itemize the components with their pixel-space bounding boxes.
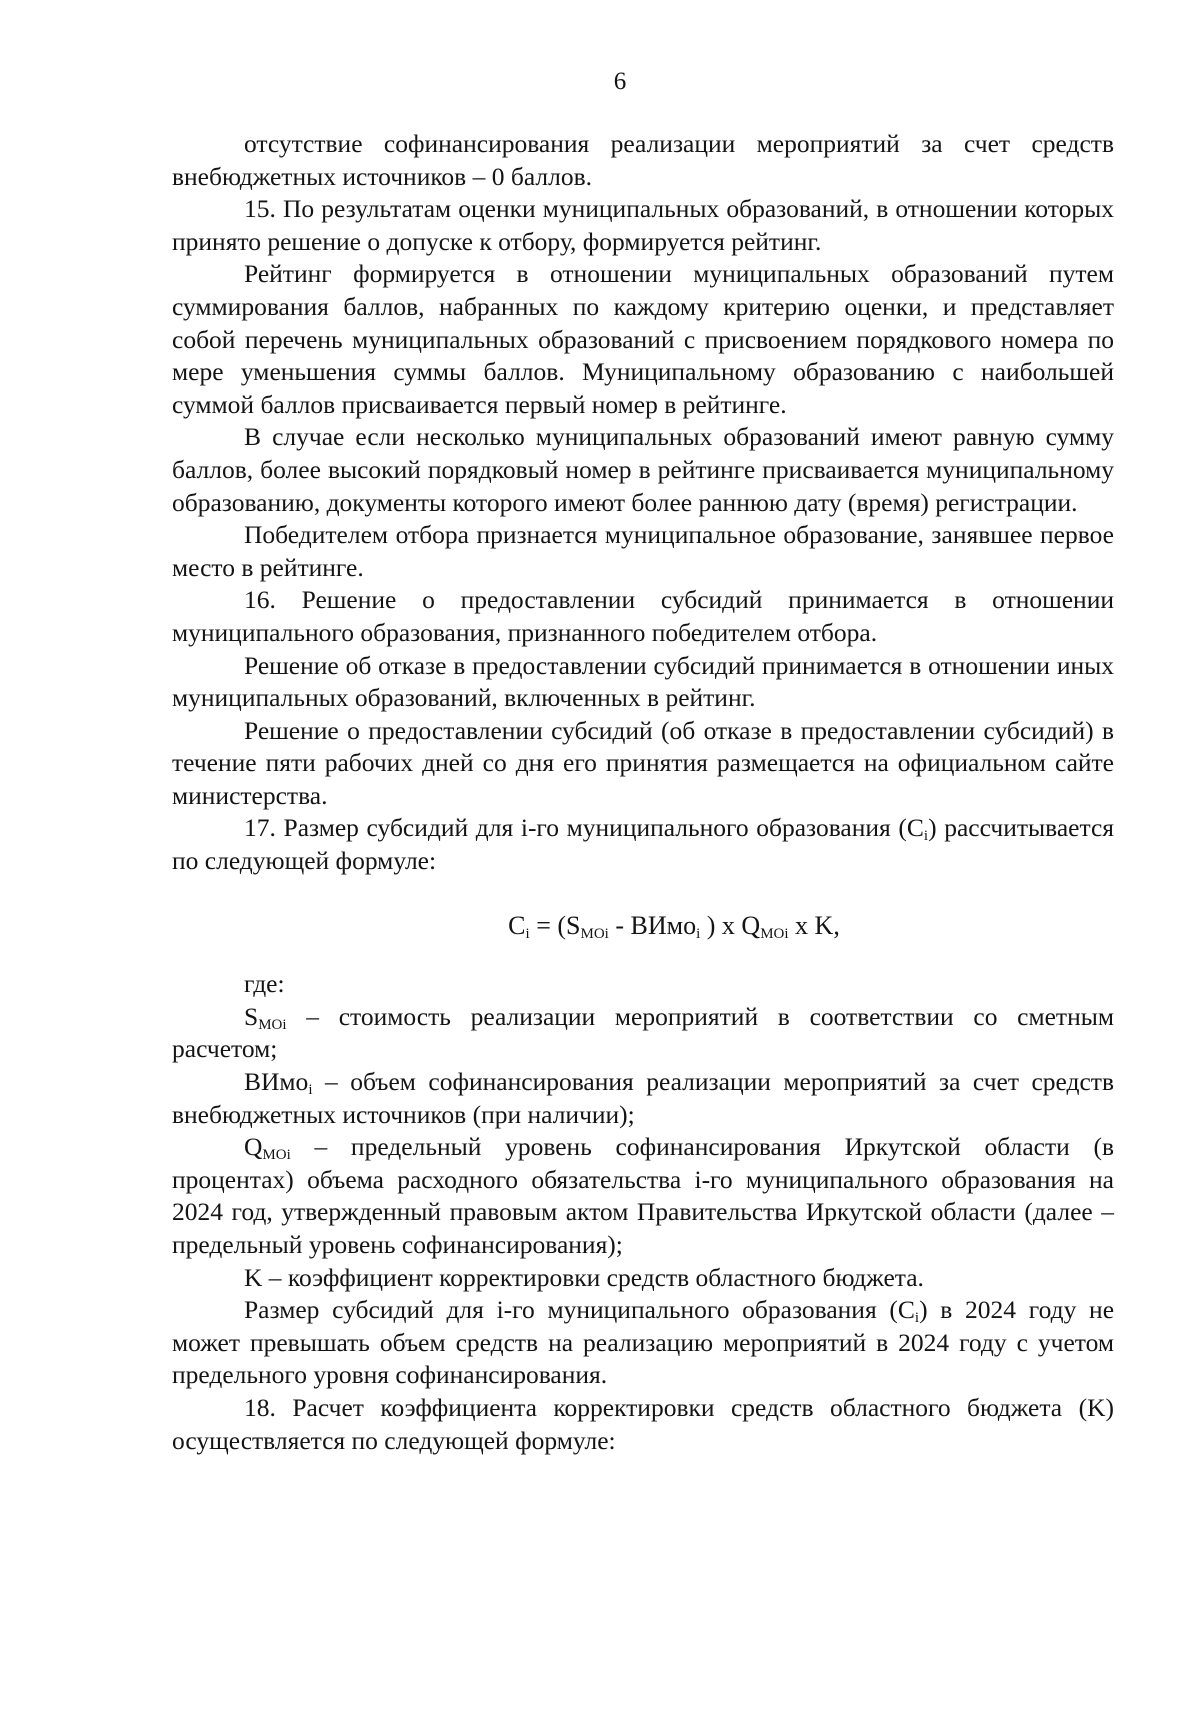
paragraph: Победителем отбора признается муниципальное образование, занявшее первое место в рейтинге. — [172, 520, 1114, 582]
formula-operator: ) x — [700, 910, 742, 940]
subscript: MOi — [760, 925, 789, 942]
formula-operator: x — [788, 910, 815, 940]
formula-symbol: Q — [741, 910, 761, 940]
formula-symbol: K, — [814, 910, 840, 940]
formula-symbol: S — [566, 910, 581, 940]
subsidy-formula — [234, 910, 1114, 943]
formula-operator: = ( — [529, 910, 567, 940]
subscript: i — [696, 925, 701, 942]
subscript: i — [308, 1082, 313, 1099]
definition-q — [172, 1131, 1114, 1261]
text-fragment: ) рассчитывается по следующей формуле: — [172, 813, 1115, 876]
where-label: где: — [244, 969, 285, 999]
text-fragment: 17. Размер субсидий для i-го муниципального образования (C — [244, 813, 924, 843]
subscript: i — [525, 925, 530, 942]
subscript: MOi — [580, 925, 609, 942]
formula-symbol: S — [244, 1001, 259, 1031]
formula-operator: - — [608, 910, 631, 940]
paragraph: 18. Расчет коэффициента корректировки средств областного бюджета (K) осуществляется по следующей формуле: — [172, 1392, 1114, 1455]
paragraph: отсутствие софинансирования реализации мероприятий за счет средств внебюджетных источников – 0 баллов. — [172, 129, 1114, 191]
formula-symbol: ВИмо — [630, 910, 697, 940]
subscript: MOi — [258, 1016, 287, 1033]
text-fragment: – объем софинансирования реализации мероприятий за счет средств внебюджетных источников (при наличии); — [172, 1067, 1114, 1129]
paragraph: Рейтинг формируется в отношении муниципальных образований путем суммирования баллов, набранных по каждому критерию оценки, и представляет собой перечень муниципальных образований с присвоением порядкового номера по мере уменьшения суммы баллов. Муниципальному образованию с наибольшей суммой баллов присваивается первый номер в рейтинге. — [172, 259, 1114, 419]
text-fragment: – предельный уровень софинансирования Иркутской области (в процентах) объема расходного обязательства i-го муниципального образования на 2024 год, утвержденный правовым актом Правительства Иркутской области (далее – предельный уровень софинансирования); — [172, 1132, 1114, 1259]
definition-vim — [172, 1066, 1114, 1131]
subscript: MOi — [262, 1147, 291, 1164]
subscript: i — [923, 828, 929, 845]
definition-k: K – коэффициент корректировки средств областного бюджета. — [244, 1262, 924, 1292]
formula-symbol: ВИмо — [244, 1067, 309, 1097]
paragraph — [172, 1294, 1114, 1392]
formula-symbol: Q — [244, 1132, 263, 1162]
paragraph: В случае если несколько муниципальных образований имеют равную сумму баллов, более высокий порядковый номер в рейтинге присваивается муниципальному образованию, документы которого имеют более раннюю дату (время) регистрации. — [172, 422, 1114, 517]
page-number: 6 — [613, 68, 627, 95]
paragraph: 16. Решение о предоставлении субсидий принимается в отношении муниципального образования, признанного победителем отбора. — [172, 585, 1114, 647]
paragraph: 15. По результатам оценки муниципальных образований, в отношении которых принято решение о допуске к отбору, формируется рейтинг. — [172, 194, 1114, 256]
text-fragment: ) в 2024 году не может превышать объем средств на реализацию мероприятий в 2024 году с учетом предельного уровня софинансирования. — [172, 1295, 1115, 1390]
formula-symbol: C — [508, 910, 526, 940]
text-fragment: Размер субсидий для i-го муниципального образования (C — [244, 1295, 915, 1325]
paragraph: Решение о предоставлении субсидий (об отказе в предоставлении субсидий) в течение пяти рабочих дней со дня его принятия размещается на официальном сайте министерства. — [172, 715, 1114, 810]
document-body — [172, 128, 1114, 1457]
paragraph: Решение об отказе в предоставлении субсидий принимается в отношении иных муниципальных образований, включенных в рейтинг. — [172, 650, 1114, 713]
paragraph — [172, 812, 1114, 877]
subscript: i — [914, 1310, 920, 1327]
definition-s — [172, 1001, 1114, 1066]
text-fragment: – стоимость реализации мероприятий в соответствии со сметным расчетом; — [172, 1001, 1114, 1064]
